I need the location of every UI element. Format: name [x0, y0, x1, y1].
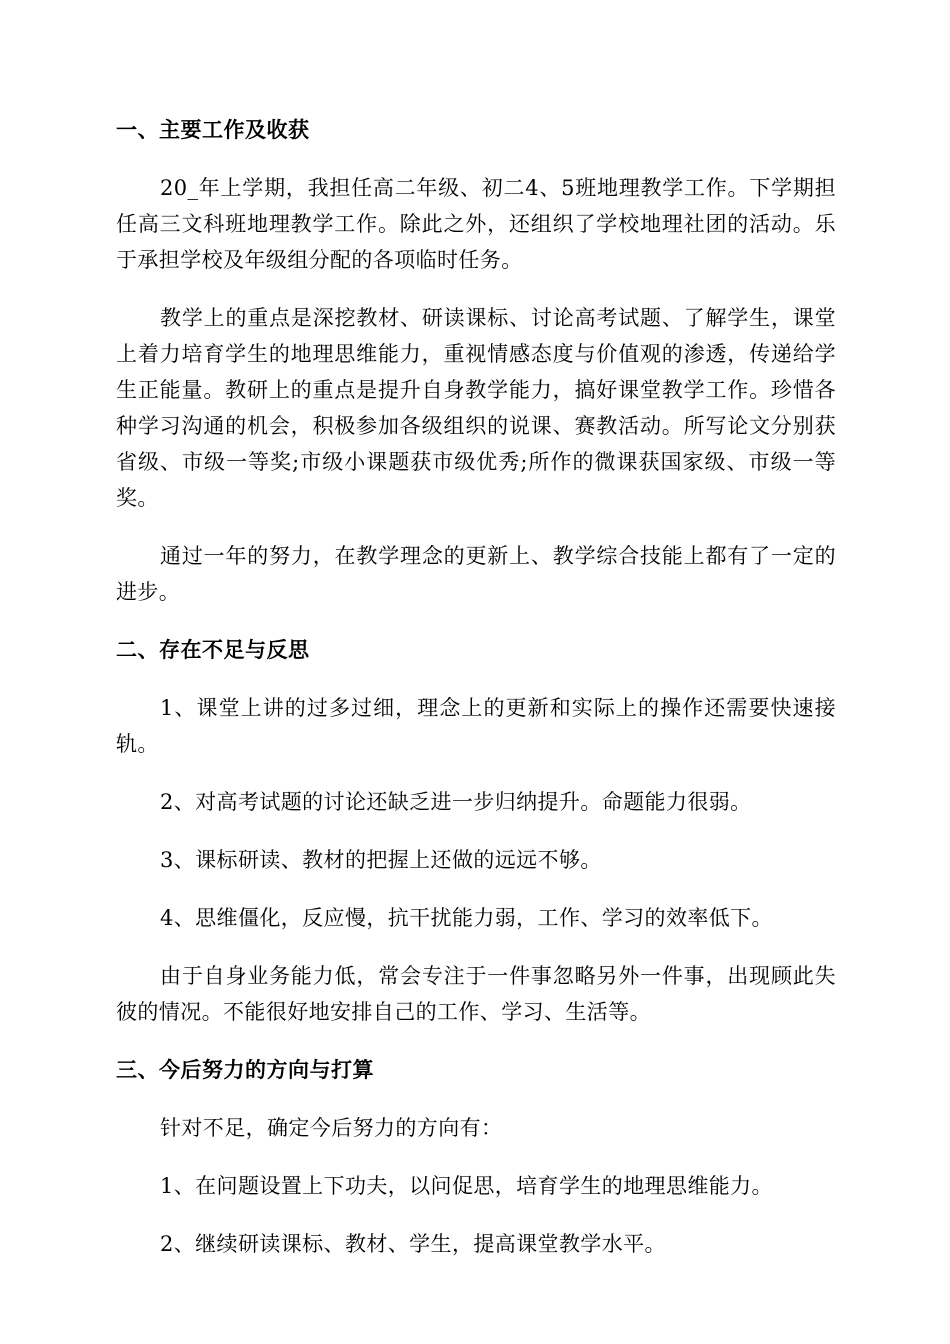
- document-page: [116, 112, 836, 1284]
- paragraph: 由于自身业务能力低，常会专注于一件事忽略另外一件事，出现顾此失彼的情况。不能很好地安排自己的工作、学习、生活等。: [116, 964, 836, 1024]
- section-shortcomings-and-reflection: [116, 632, 836, 1030]
- paragraph: 通过一年的努力，在教学理念的更新上、教学综合技能上都有了一定的进步。: [116, 544, 836, 604]
- section-heading: 一、主要工作及收获: [116, 118, 310, 142]
- list-item: 3、课标研读、教材的把握上还做的远远不够。: [160, 848, 602, 872]
- section-heading: 二、存在不足与反思: [116, 638, 310, 662]
- list-item: 4、思维僵化，反应慢，抗干扰能力弱，工作、学习的效率低下。: [160, 906, 773, 930]
- paragraph: 针对不足，确定今后努力的方向有：: [160, 1116, 503, 1140]
- list-item: 2、对高考试题的讨论还缺乏进一步归纳提升。命题能力很弱。: [160, 790, 752, 814]
- section-heading: 三、今后努力的方向与打算: [116, 1058, 374, 1082]
- list-item: 1、课堂上讲的过多过细，理念上的更新和实际上的操作还需要快速接轨。: [116, 696, 836, 756]
- paragraph: 20_年上学期，我担任高二年级、初二4、5班地理教学工作。下学期担任高三文科班地理教学工作。除此之外，还组织了学校地理社团的活动。乐于承担学校及年级组分配的各项临时任务。: [116, 176, 836, 272]
- list-item: 1、在问题设置上下功夫，以问促思，培育学生的地理思维能力。: [160, 1174, 773, 1198]
- section-future-direction: [116, 1052, 836, 1262]
- section-work-and-gains: [116, 112, 836, 610]
- paragraph: 教学上的重点是深挖教材、研读课标、讨论高考试题、了解学生，课堂上着力培育学生的地理思维能力，重视情感态度与价值观的渗透，传递给学生正能量。教研上的重点是提升自身教学能力，搞好课堂教学工作。珍惜各种学习沟通的机会，积极参加各级组织的说课、赛教活动。所写论文分别获省级、市级一等奖;市级小课题获市级优秀;所作的微课获国家级、市级一等奖。: [116, 306, 836, 510]
- list-item: 2、继续研读课标、教材、学生，提高课堂教学水平。: [160, 1232, 666, 1256]
